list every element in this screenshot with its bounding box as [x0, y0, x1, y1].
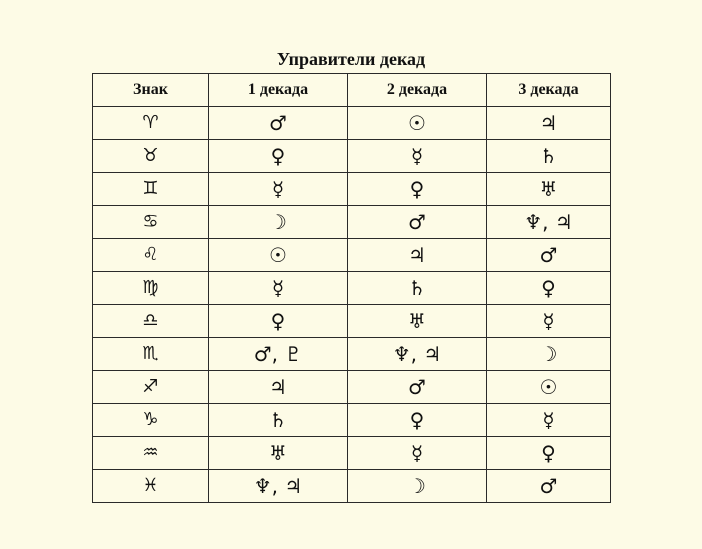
decan-1-cell: ♅ [209, 437, 348, 470]
decan-2-cell: ☽ [348, 470, 487, 503]
header-decan-1: 1 декада [209, 74, 348, 107]
table-row [93, 239, 611, 272]
decan-1-cell: ♂, ♇ [209, 338, 348, 371]
decan-3-cell: ♄ [487, 140, 611, 173]
decan-3-cell: ♀ [487, 272, 611, 305]
decan-2-cell: ♃ [348, 239, 487, 272]
table-row [93, 371, 611, 404]
decan-1-cell: ♃ [209, 371, 348, 404]
sign-cell: ♉ [93, 140, 209, 173]
decan-1-cell: ☉ [209, 239, 348, 272]
sign-cell: ♓ [93, 470, 209, 503]
header-decan-2: 2 декада [348, 74, 487, 107]
sign-cell: ♑ [93, 404, 209, 437]
sign-cell: ♈ [93, 107, 209, 140]
decan-1-cell: ♀ [209, 140, 348, 173]
decan-3-cell: ☽ [487, 338, 611, 371]
decan-3-cell: ♅ [487, 173, 611, 206]
decan-3-cell: ☿ [487, 305, 611, 338]
decan-3-cell: ♂ [487, 470, 611, 503]
table-row [93, 107, 611, 140]
decan-rulers-table [92, 73, 611, 503]
decan-1-cell: ♀ [209, 305, 348, 338]
decan-2-cell: ♀ [348, 173, 487, 206]
table-row [93, 404, 611, 437]
sign-cell: ♋ [93, 206, 209, 239]
decan-2-cell: ♅ [348, 305, 487, 338]
sign-cell: ♊ [93, 173, 209, 206]
table-row [93, 305, 611, 338]
decan-2-cell: ☿ [348, 437, 487, 470]
sign-cell: ♒ [93, 437, 209, 470]
table-row [93, 272, 611, 305]
decan-2-cell: ♆, ♃ [348, 338, 487, 371]
decan-1-cell: ♂ [209, 107, 348, 140]
decan-2-cell: ♄ [348, 272, 487, 305]
table-header-row [93, 74, 611, 107]
table-row [93, 173, 611, 206]
sign-cell: ♐ [93, 371, 209, 404]
table-body [93, 107, 611, 503]
decan-2-cell: ♂ [348, 206, 487, 239]
decan-2-cell: ♀ [348, 404, 487, 437]
decan-3-cell: ♀ [487, 437, 611, 470]
table-row [93, 470, 611, 503]
table-row [93, 140, 611, 173]
table-row [93, 206, 611, 239]
decan-3-cell: ♆, ♃ [487, 206, 611, 239]
decan-3-cell: ♂ [487, 239, 611, 272]
sign-cell: ♎ [93, 305, 209, 338]
decan-1-cell: ♆, ♃ [209, 470, 348, 503]
sign-cell: ♍ [93, 272, 209, 305]
decan-1-cell: ☿ [209, 173, 348, 206]
table-row [93, 338, 611, 371]
page-title: Управители декад [276, 49, 426, 69]
decan-1-cell: ♄ [209, 404, 348, 437]
table-row [93, 437, 611, 470]
decan-1-cell: ☿ [209, 272, 348, 305]
decan-1-cell: ☽ [209, 206, 348, 239]
header-decan-3: 3 декада [487, 74, 611, 107]
decan-3-cell: ♃ [487, 107, 611, 140]
decan-2-cell: ☉ [348, 107, 487, 140]
decan-2-cell: ☿ [348, 140, 487, 173]
header-sign: Знак [93, 74, 209, 107]
sign-cell: ♌ [93, 239, 209, 272]
decan-2-cell: ♂ [348, 371, 487, 404]
decan-3-cell: ☉ [487, 371, 611, 404]
decan-3-cell: ☿ [487, 404, 611, 437]
sign-cell: ♏ [93, 338, 209, 371]
